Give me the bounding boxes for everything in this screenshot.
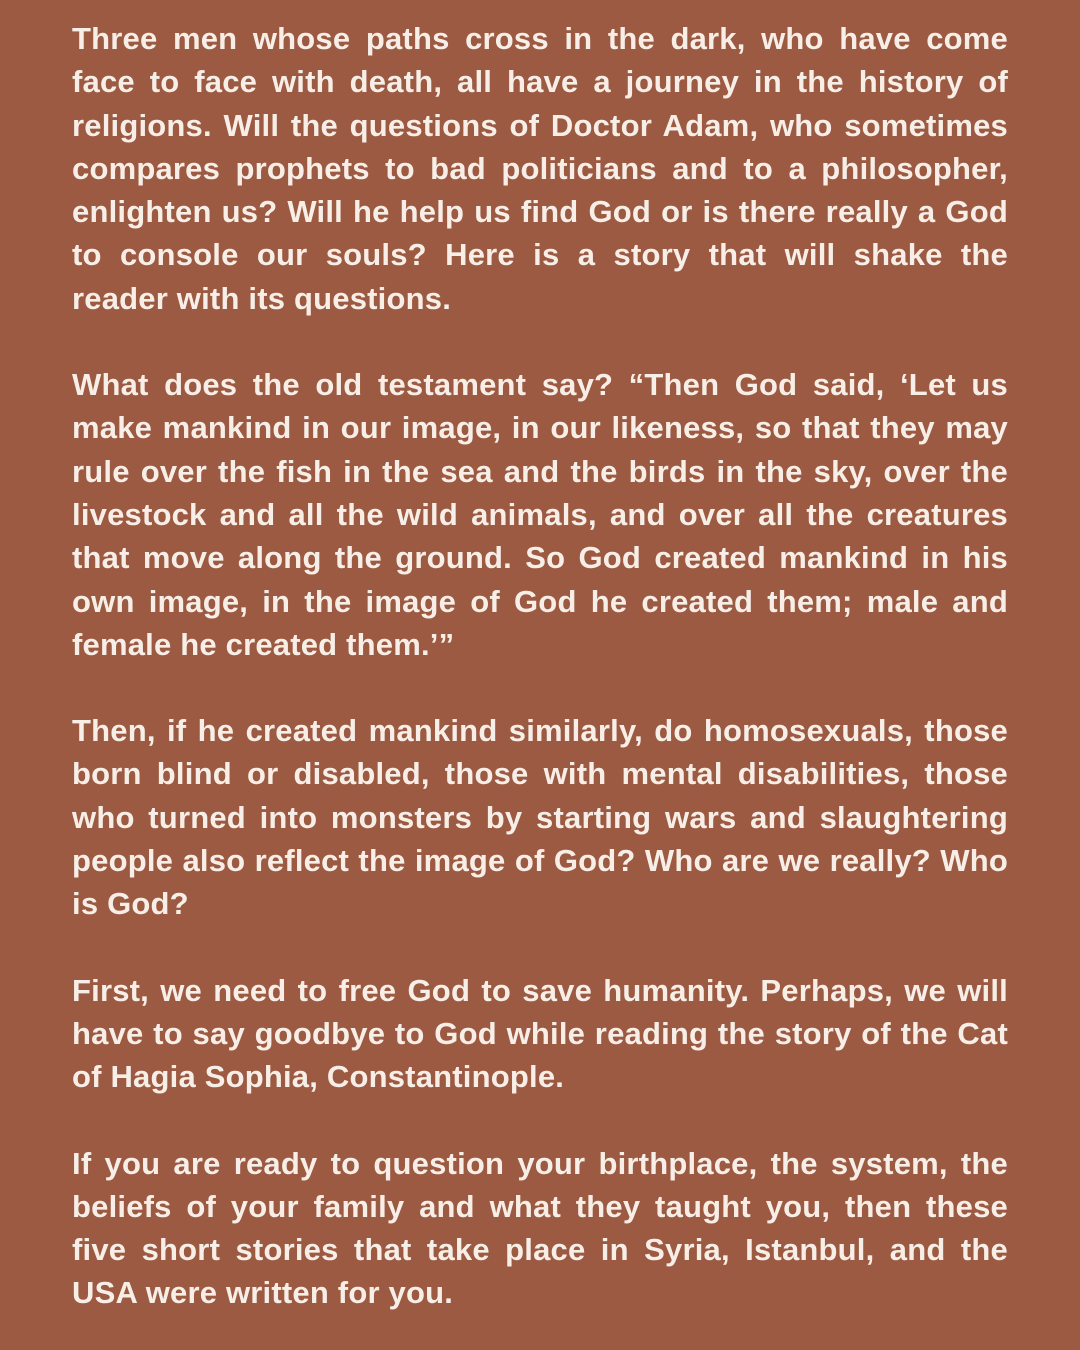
paragraph-question-image-of-god: Then, if he created mankind similarly, do homosexuals, those born blind or disabled, those with mental disabilities, those who turned into monsters by starting wars and slaughtering people also reflect the image of God? Who are we really? Who is God?: [72, 713, 1008, 922]
paragraph-intro: Three men whose paths cross in the dark, who have come face to face with death, all have a journey in the history of religions. Will the questions of Doctor Adam, who sometimes compares prophets to bad politicians and to a philosopher, enlighten us? Will he help us find God or is there really a God to console our souls? Here is a story that will shake the reader with its questions.: [72, 21, 1008, 316]
paragraph-free-god: First, we need to free God to save humanity. Perhaps, we will have to say goodbye to God while reading the story of the Cat of Hagia Sophia, Constantinople.: [72, 972, 1008, 1095]
paragraph-call-to-reader: If you are ready to question your birthplace, the system, the beliefs of your family and what they taught you, then these five short stories that take place in Syria, Istanbul, and the USA were written for you.: [72, 1145, 1008, 1311]
paragraph-old-testament-quote: What does the old testament say? “Then God said, ‘Let us make mankind in our image, in our likeness, so that they may rule over the fish in the sea and the birds in the sky, over the livestock and all the wild animals, and over all the creatures that move along the ground. So God created mankind in his own image, in the image of God he created them; male and female he created them.’”: [72, 367, 1008, 662]
